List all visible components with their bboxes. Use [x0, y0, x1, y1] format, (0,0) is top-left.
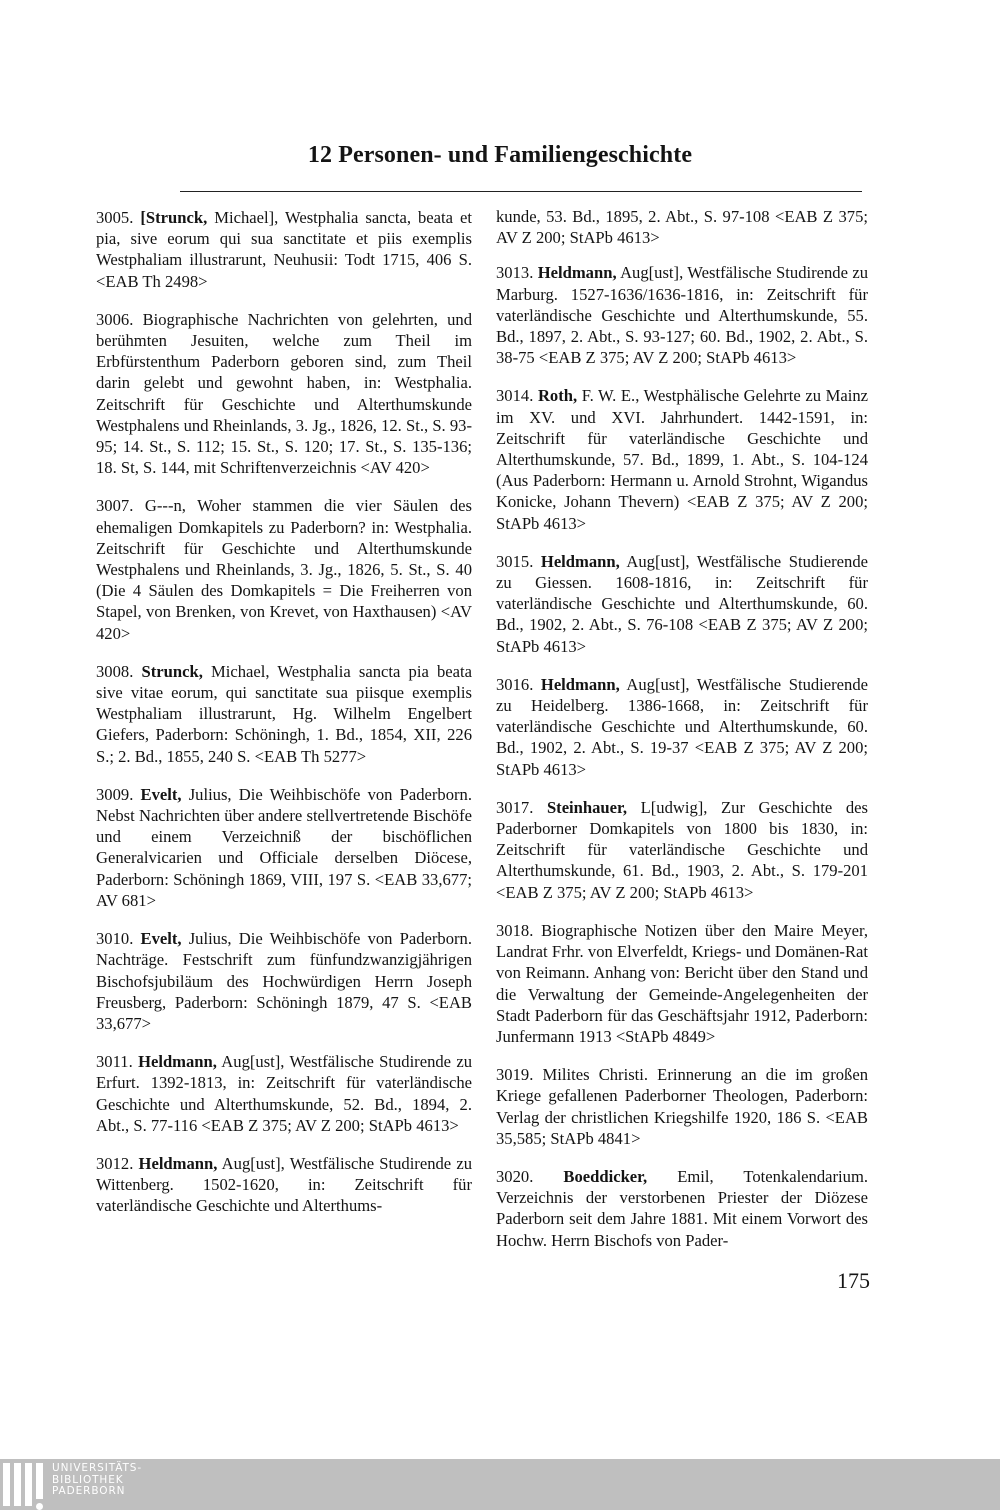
- logo-line: PADERBORN: [52, 1485, 126, 1497]
- entry-author: Heldmann,: [138, 1153, 218, 1173]
- page-number: 175: [837, 1268, 870, 1293]
- entry-3009: [96, 784, 472, 911]
- entry-3020: [496, 1166, 868, 1251]
- entry-author: Heldmann,: [540, 551, 620, 571]
- entry-number: 3007.: [96, 496, 134, 516]
- entry-3019: [496, 1064, 868, 1149]
- entry-number: 3015.: [496, 551, 534, 571]
- entry-text: Milites Christi. Erinnerung an die im großen Kriege gefallenen Paderborner Theologen, Paderborn: Verlag der christlichen Kriegshilfe 1920, 186 S. <EAB 35,585; StAPb 4841>: [496, 1065, 868, 1148]
- entry-3018: [496, 920, 868, 1047]
- entry-author: Steinhauer,: [546, 797, 628, 817]
- logo-line: UNIVERSITÄTS-: [52, 1462, 143, 1474]
- left-column: [96, 207, 472, 1234]
- entry-text: Biographische Nachrichten von gelehrten, und berühmten Jesuiten, welche zum Theil im Erbfürstenthum Paderborn geboren sind, zum Theil darin gelebt und gewohnt haben, in: Westphalia. Zeitschrift für Geschichte und Alterthumskunde Westphalens und Rheinlands, 3. Jg., 1826, 12. St., S. 93-95; 14. St., S. 112; 15. St., S. 120; 17. St., S. 135-136; 18. St, S. 144, mit Schriftenverzeichnis <AV 420>: [96, 309, 472, 478]
- entry-text: Aug[ust], Westfälische Studirende zu Erfurt. 1392-1813, in: Zeitschrift für vaterländische Geschichte und Alterthumskunde, 52. Bd., 1894, 2. Abt., S. 77-116 <EAB Z 375; AV Z 200; StAPb 4613>: [96, 1052, 473, 1135]
- entry-text: Aug[ust], Westfälische Studierende zu Heidelberg. 1386-1668, in: Zeitschrift für vaterländische Geschichte und Alterthumskunde, 60. Bd., 1902, 2. Abt., S. 19-37 <EAB Z 375; AV Z 200; StAPb 4613>: [496, 674, 868, 779]
- entry-number: 3018.: [496, 920, 534, 940]
- logo-line: BIBLIOTHEK: [52, 1473, 124, 1486]
- entry-number: 3010.: [96, 929, 134, 949]
- entry-number: 3017.: [496, 797, 534, 817]
- entry-text: Julius, Die Weihbischöfe von Paderborn. Nebst Nachrichten über andere stellvertretende Bischöfe und einem Verzeichniß der bischöflichen Generalvicarien und Officiale derselben Diöcese, Paderborn: Schöningh 1869, VIII, 197 S. <EAB 33,677; AV 681>: [96, 784, 472, 910]
- entry-text: Aug[ust], Westfälische Studirende zu Marburg. 1527-1636/1636-1816, in: Zeitschrift für vaterländische Geschichte und Alterthumskunde, 55. Bd., 1897, 2. Abt., S. 93-127; 60. Bd., 1902, 2. Abt., S. 38-75 <EAB Z 375; AV Z 200; StAPb 4613>: [496, 263, 869, 368]
- entry-3012-continued: [496, 206, 868, 248]
- library-logo-text: [52, 1463, 142, 1498]
- entry-author: Heldmann,: [138, 1052, 217, 1072]
- entry-number: 3012.: [96, 1153, 134, 1173]
- entry-3006: [96, 309, 472, 479]
- entry-text: kunde, 53. Bd., 1895, 2. Abt., S. 97-108 <EAB Z 375; AV Z 200; StAPb 4613>: [496, 207, 868, 248]
- entry-number: 3009.: [96, 784, 134, 804]
- entry-text: G---n, Woher stammen die vier Säulen des ehemaligen Domkapitels zu Paderborn? in: Westphalia. Zeitschrift für Geschichte und Alterthumskunde Westphalens und Rheinlands, 3. Jg., 1826, 5. St., S. 40 (Die 4 Säulen des Domkapitels = Die Freiherren von Stapel, von Brenken, von Krevet, von Haxthausen) <AV 420>: [96, 496, 472, 643]
- entry-text: Michael, Westphalia sancta pia beata sive vitae eorum, qui sanctitate sua piisque exemplis Westphaliam illustrarunt, Hg. Wilhelm Engelbert Giefers, Paderborn: Schöningh, 1. Bd., 1854, XII, 226 S.; 2. Bd., 1855, 240 S. <EAB Th 5277>: [96, 661, 472, 766]
- entry-author: Roth,: [537, 386, 578, 406]
- entry-3013: [496, 262, 868, 368]
- entry-3008: [96, 661, 472, 767]
- entry-3012: [96, 1153, 472, 1217]
- entry-3017: [496, 797, 868, 903]
- entry-3015: [496, 551, 868, 657]
- entry-text: Aug[ust], Westfälische Studirende zu Wittenberg. 1502-1620, in: Zeitschrift für vaterländische Geschichte und Alterthums-: [96, 1153, 473, 1216]
- entry-3005: [96, 207, 472, 292]
- entry-text: Emil, Totenkalendarium. Verzeichnis der verstorbenen Priester der Diözese Paderborn seit dem Jahre 1881. Mit einem Vorwort des Hochw. Herrn Bischofs von Pader-: [496, 1166, 868, 1250]
- entry-number: 3005.: [96, 208, 134, 227]
- entry-number: 3019.: [496, 1065, 534, 1085]
- entry-author: Heldmann,: [540, 674, 620, 694]
- entry-author: Strunck,: [141, 661, 203, 681]
- entry-number: 3020.: [496, 1166, 534, 1186]
- entry-author: Heldmann,: [537, 263, 617, 283]
- entry-number: 3016.: [496, 674, 534, 694]
- entry-3010: [96, 928, 472, 1034]
- header-rule: [180, 191, 862, 192]
- entry-text: Biographische Notizen über den Maire Meyer, Landrat Frhr. von Elverfeldt, Kriegs- und Domänen-Rat von Reimann. Anhang von: Bericht über den Stand und die Verwaltung der Gemeinde-Angelegenheiten der Stadt Paderborn für das Geschäftsjahr 1912, Paderborn: Junfermann 1913 <StAPb 4849>: [496, 920, 868, 1046]
- entry-text: L[udwig], Zur Geschichte des Paderborner Domkapitels von 1800 bis 1830, in: Zeitschrift für vaterländische Geschichte und Alterthumskunde, 61. Bd., 1903, 2. Abt., S. 179-201 <EAB Z 375; AV Z 200; StAPb 4613>: [496, 797, 868, 902]
- library-logo-dot-icon: [36, 1503, 43, 1510]
- right-column: [496, 206, 868, 1268]
- entry-number: 3008.: [96, 661, 134, 681]
- entry-number: 3006.: [96, 309, 134, 329]
- entry-text: Julius, Die Weihbischöfe von Paderborn. Nachträge. Festschrift zum fünfundzwanzigjährigen Bischofsjubiläum des Hochwürdigen Herrn Joseph Freusberg, Paderborn: Schöningh 1879, 47 S. <EAB 33,677>: [96, 929, 472, 1033]
- page-header: 12 Personen- und Familiengeschichte: [307, 142, 693, 168]
- entry-3011: [96, 1051, 472, 1136]
- entry-author: Boeddicker,: [563, 1166, 648, 1186]
- entry-text: F. W. E., Westphälische Gelehrte zu Mainz im XV. und XVI. Jahrhundert. 1442-1591, in: Zeitschrift für vaterländische Geschichte und Alterthumskunde, 57. Bd., 1899, 1. Abt., S. 104-124 (Aus Paderborn: Hermann u. Arnold Strohnt, Wigandus Konicke, Johann Thevern) <EAB Z 375; AV Z 200; StAPb 4613>: [496, 386, 868, 533]
- entry-author: Evelt,: [140, 784, 182, 804]
- entry-text: Michael], Westphalia sancta, beata et pia, sive eorum qui sua sanctitate et piis exemplis Westphaliam illustrarunt, Neuhusii: Todt 1715, 406 S. <EAB Th 2498>: [96, 208, 472, 291]
- entry-author: Evelt,: [140, 929, 182, 949]
- entry-text: Aug[ust], Westfälische Studierende zu Giessen. 1608-1816, in: Zeitschrift für vaterländische Geschichte und Alterthumskunde, 60. Bd., 1902, 2. Abt., S. 76-108 <EAB Z 375; AV Z 200; StAPb 4613>: [496, 551, 868, 656]
- entry-number: 3011.: [96, 1052, 133, 1072]
- entry-number: 3013.: [496, 263, 534, 283]
- entry-3007: [96, 495, 472, 643]
- entry-author: [Strunck,: [140, 208, 208, 227]
- entry-3016: [496, 674, 868, 780]
- entry-number: 3014.: [496, 386, 534, 406]
- library-footer-band: [0, 1459, 1000, 1510]
- entry-3014: [496, 385, 868, 533]
